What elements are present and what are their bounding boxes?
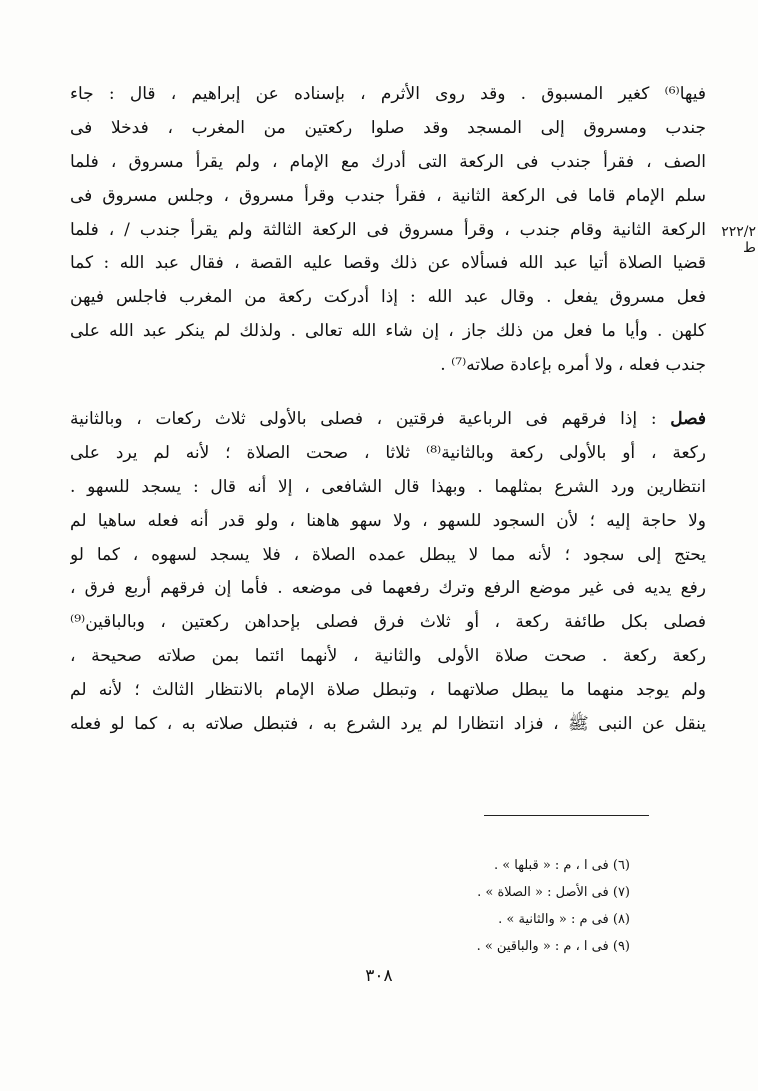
text-line: فيها⁽⁶⁾ كغير المسبوق . وقد روى الأثرم ، بإسناده عن إبراهيم ، قال : جاء: [70, 84, 706, 104]
paragraph-gap: [70, 383, 706, 403]
text-line: رفع يديه فى غير موضع الرفع وترك رفعهما فى موضعه . فأما إن فرقهم أربع فرق ،: [70, 578, 706, 599]
text-line: فعل مسروق يفعل . وقال عبد الله : إذا أدركت ركعة من المغرب فاجلس فيهن: [70, 287, 706, 308]
text-line: الصف ، فقرأ جندب فى الركعة التى أدرك مع الإمام ، ولم يقرأ مسروق ، فلما: [70, 151, 706, 172]
text-line-rest: : إذا فرقهم فى الرباعية فرقتين ، فصلى بالأولى ثلاث ركعات ، وبالثانية: [70, 409, 657, 430]
text-line: سلم الإمام قاما فى الركعة الثانية ، فقرأ جندب وقرأ مسروق ، وجلس مسروق فى: [70, 185, 706, 206]
text-line: فصلى بكل طائفة ركعة ، أو ثلاث فرق فصلى بإحداهن ركعتين ، وبالباقين⁽⁹⁾: [70, 612, 706, 633]
footnote: (٧) فى الأصل : « الصلاة » .: [477, 885, 630, 900]
margin-reference: ٢٢٢/٢ ط: [721, 224, 756, 256]
text-line: انتظارين ورد الشرع بمثلهما . وبهذا قال الشافعى ، إلا أنه قال : يسجد للسهو .: [70, 476, 706, 497]
text-line: [70, 403, 706, 437]
text-line: ركعة ، أو بالأولى ركعة وبالثانية⁽⁸⁾ ثلاثا ، صحت الصلاة ؛ لأنه لم يرد على: [70, 442, 706, 463]
page-number: ٣٠٨: [365, 966, 393, 986]
text-line: جندب فعله ، ولا أمره بإعادة صلاته⁽⁷⁾ .: [440, 355, 706, 376]
footnote: (٦) فى ا ، م : « قبلها » .: [493, 858, 630, 873]
footnote: (٩) فى ا ، م : « والباقين » .: [476, 939, 630, 954]
text-line: الركعة الثانية وقام جندب ، وقرأ مسروق فى الركعة الثالثة ولم يقرأ جندب / ، فلما: [70, 219, 706, 240]
paragraph-2: [70, 403, 706, 742]
paragraph-1: [70, 78, 706, 383]
text-line: ولم يوجد منهما ما يبطل صلاتهما ، وتبطل صلاة الإمام بالانتظار الثالث ؛ لأنه لم: [70, 680, 706, 701]
text-line: ولا حاجة إليه ؛ لأن السجود للسهو ، ولا سهو هاهنا ، ولو قدر أنه فعله ساهيا لم: [70, 510, 706, 531]
text-line: يحتج إلى سجود ؛ لأنه مما لا يبطل عمده الصلاة ، فلا يسجد لسهوه ، كما لو: [70, 544, 706, 565]
text-line: ركعة ركعة . صحت صلاة الأولى والثانية ، لأنهما ائتما بمن صلاته صحيحة ،: [70, 646, 706, 667]
text-line: جندب ومسروق إلى المسجد وقد صلوا ركعتين من المغرب ، فدخلا فى: [70, 117, 706, 138]
footnotes: [300, 852, 630, 960]
footnote-divider: [484, 815, 649, 816]
text-line: كلهن . وأيا ما فعل من ذلك جاز ، إن شاء الله تعالى . ولذلك لم ينكر عبد الله على: [70, 321, 706, 342]
text-line: قضيا الصلاة أتيا عبد الله فسألاه عن ذلك وقصا عليه القصة ، فقال عبد الله : كما: [70, 253, 706, 274]
footnote: (٨) فى م : « والثانية » .: [498, 912, 630, 927]
main-text: [70, 78, 706, 742]
text-line: ينقل عن النبى ﷺ ، فزاد انتظارا لم يرد الشرع به ، فتبطل صلاته به ، كما لو فعله: [70, 714, 706, 735]
section-heading: فصل: [670, 409, 706, 430]
